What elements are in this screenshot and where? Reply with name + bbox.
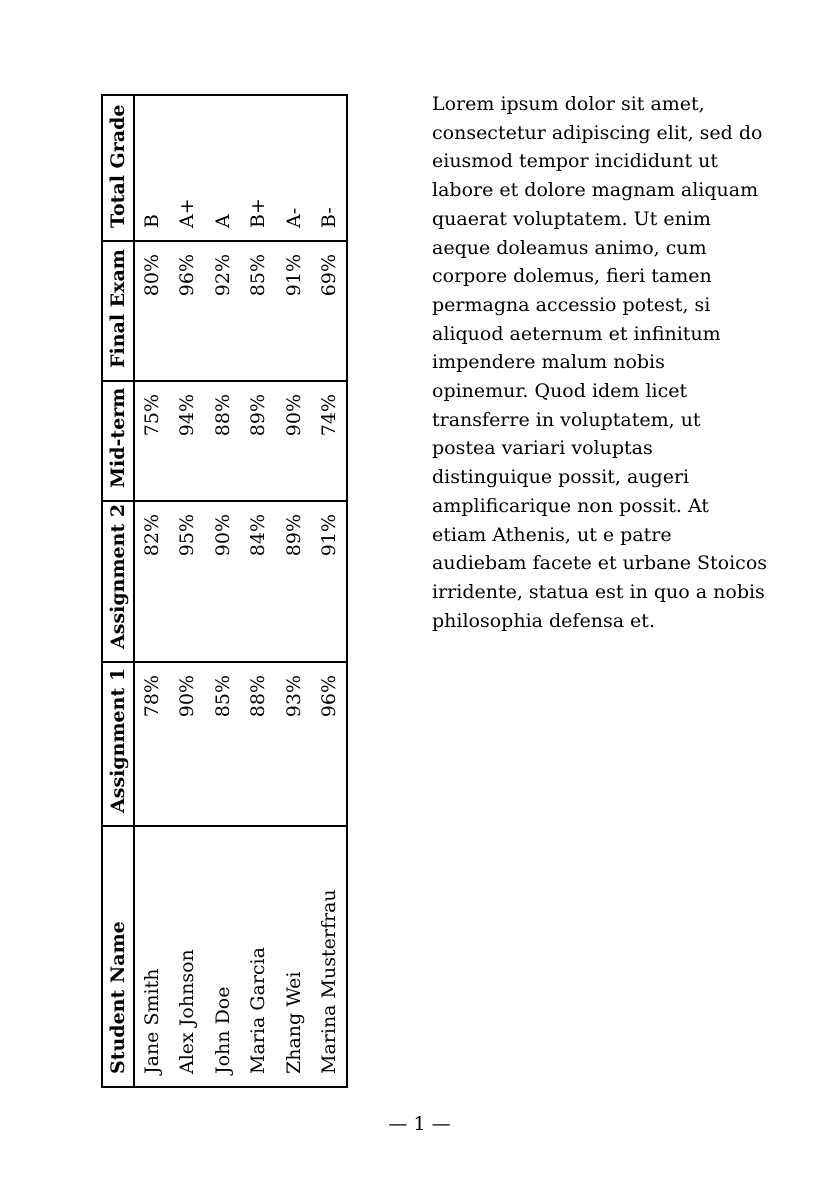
column-header-mid-term: Mid-term [102,381,134,501]
text-line: audiebam facete et urbane Stoicos [432,552,768,575]
cell-mid-term: 74% [312,381,348,501]
text-line: irridente, statua est in quo a nobis [432,580,765,603]
cell-assignment-2: 89% [276,501,312,662]
cell-student-name: John Doe [205,826,241,1087]
cell-mid-term: 90% [276,381,312,501]
text-line: amplificarique non possit. At [432,494,710,517]
cell-assignment-2: 95% [170,501,206,662]
cell-student-name: Jane Smith [134,826,170,1087]
cell-assignment-2: 90% [205,501,241,662]
table-row [205,95,241,1087]
cell-final-exam: 92% [205,241,241,381]
table-row [241,95,277,1087]
cell-final-exam: 96% [170,241,206,381]
text-line: distinguique possit, augeri [432,466,690,489]
cell-final-exam: 91% [276,241,312,381]
cell-total-grade: A [205,95,241,241]
column-header-final-exam: Final Exam [102,241,134,381]
cell-student-name: Maria Garcia [241,826,277,1087]
column-header-assignment-2: Assignment 2 [102,501,134,662]
page-number: — 1 — [388,1113,451,1135]
table-row [312,95,348,1087]
table-header-row [102,95,134,1087]
cell-total-grade: A+ [170,95,206,241]
cell-assignment-1: 78% [134,662,170,826]
text-line: aliquod aeternum et infinitum [432,322,721,345]
table-row [134,95,170,1087]
text-line: transferre in voluptatem, ut [432,408,701,431]
text-line: impendere malum nobis [432,351,665,374]
text-line: Lorem ipsum dolor sit amet, [432,93,705,115]
cell-total-grade: B+ [241,95,277,241]
cell-final-exam: 69% [312,241,348,381]
cell-assignment-1: 90% [170,662,206,826]
text-line: labore et dolore magnam aliquam [432,179,759,202]
cell-assignment-1: 93% [276,662,312,826]
text-line: consectetur adipiscing elit, sed do [432,121,763,144]
column-header-student-name: Student Name [102,826,134,1087]
column-header-total-grade: Total Grade [102,95,134,241]
cell-assignment-2: 82% [134,501,170,662]
cell-mid-term: 94% [170,381,206,501]
table-row [170,95,206,1087]
cell-total-grade: A- [276,95,312,241]
text-line: opinemur. Quod idem licet [432,380,688,403]
cell-assignment-2: 91% [312,501,348,662]
cell-final-exam: 80% [134,241,170,381]
cell-total-grade: B- [312,95,348,241]
text-line: eiusmod tempor incididunt ut [432,150,719,173]
text-line: permagna accessio potest, si [432,293,711,316]
grades-table [101,94,348,1088]
cell-final-exam: 85% [241,241,277,381]
cell-total-grade: B [134,95,170,241]
rotated-table-rotor [101,96,346,1088]
cell-mid-term: 88% [205,381,241,501]
cell-mid-term: 75% [134,381,170,501]
column-header-assignment-1: Assignment 1 [102,662,134,826]
cell-assignment-1: 88% [241,662,277,826]
text-line: philosophia defensa et. [432,609,655,632]
cell-assignment-1: 96% [312,662,348,826]
text-line: corpore dolemus, fieri tamen [432,265,712,288]
cell-student-name: Zhang Wei [276,826,312,1087]
table-row [276,95,312,1087]
text-line: aeque doleamus animo, cum [432,236,707,259]
text-line: postea variari voluptas [432,437,653,460]
text-line: quaerat voluptatem. Ut enim [432,207,711,230]
cell-student-name: Marina Musterfrau [312,826,348,1087]
body-paragraph [432,90,768,635]
cell-mid-term: 89% [241,381,277,501]
cell-assignment-2: 84% [241,501,277,662]
cell-student-name: Alex Johnson [170,826,206,1087]
text-line: etiam Athenis, ut e patre [432,523,672,546]
cell-assignment-1: 85% [205,662,241,826]
